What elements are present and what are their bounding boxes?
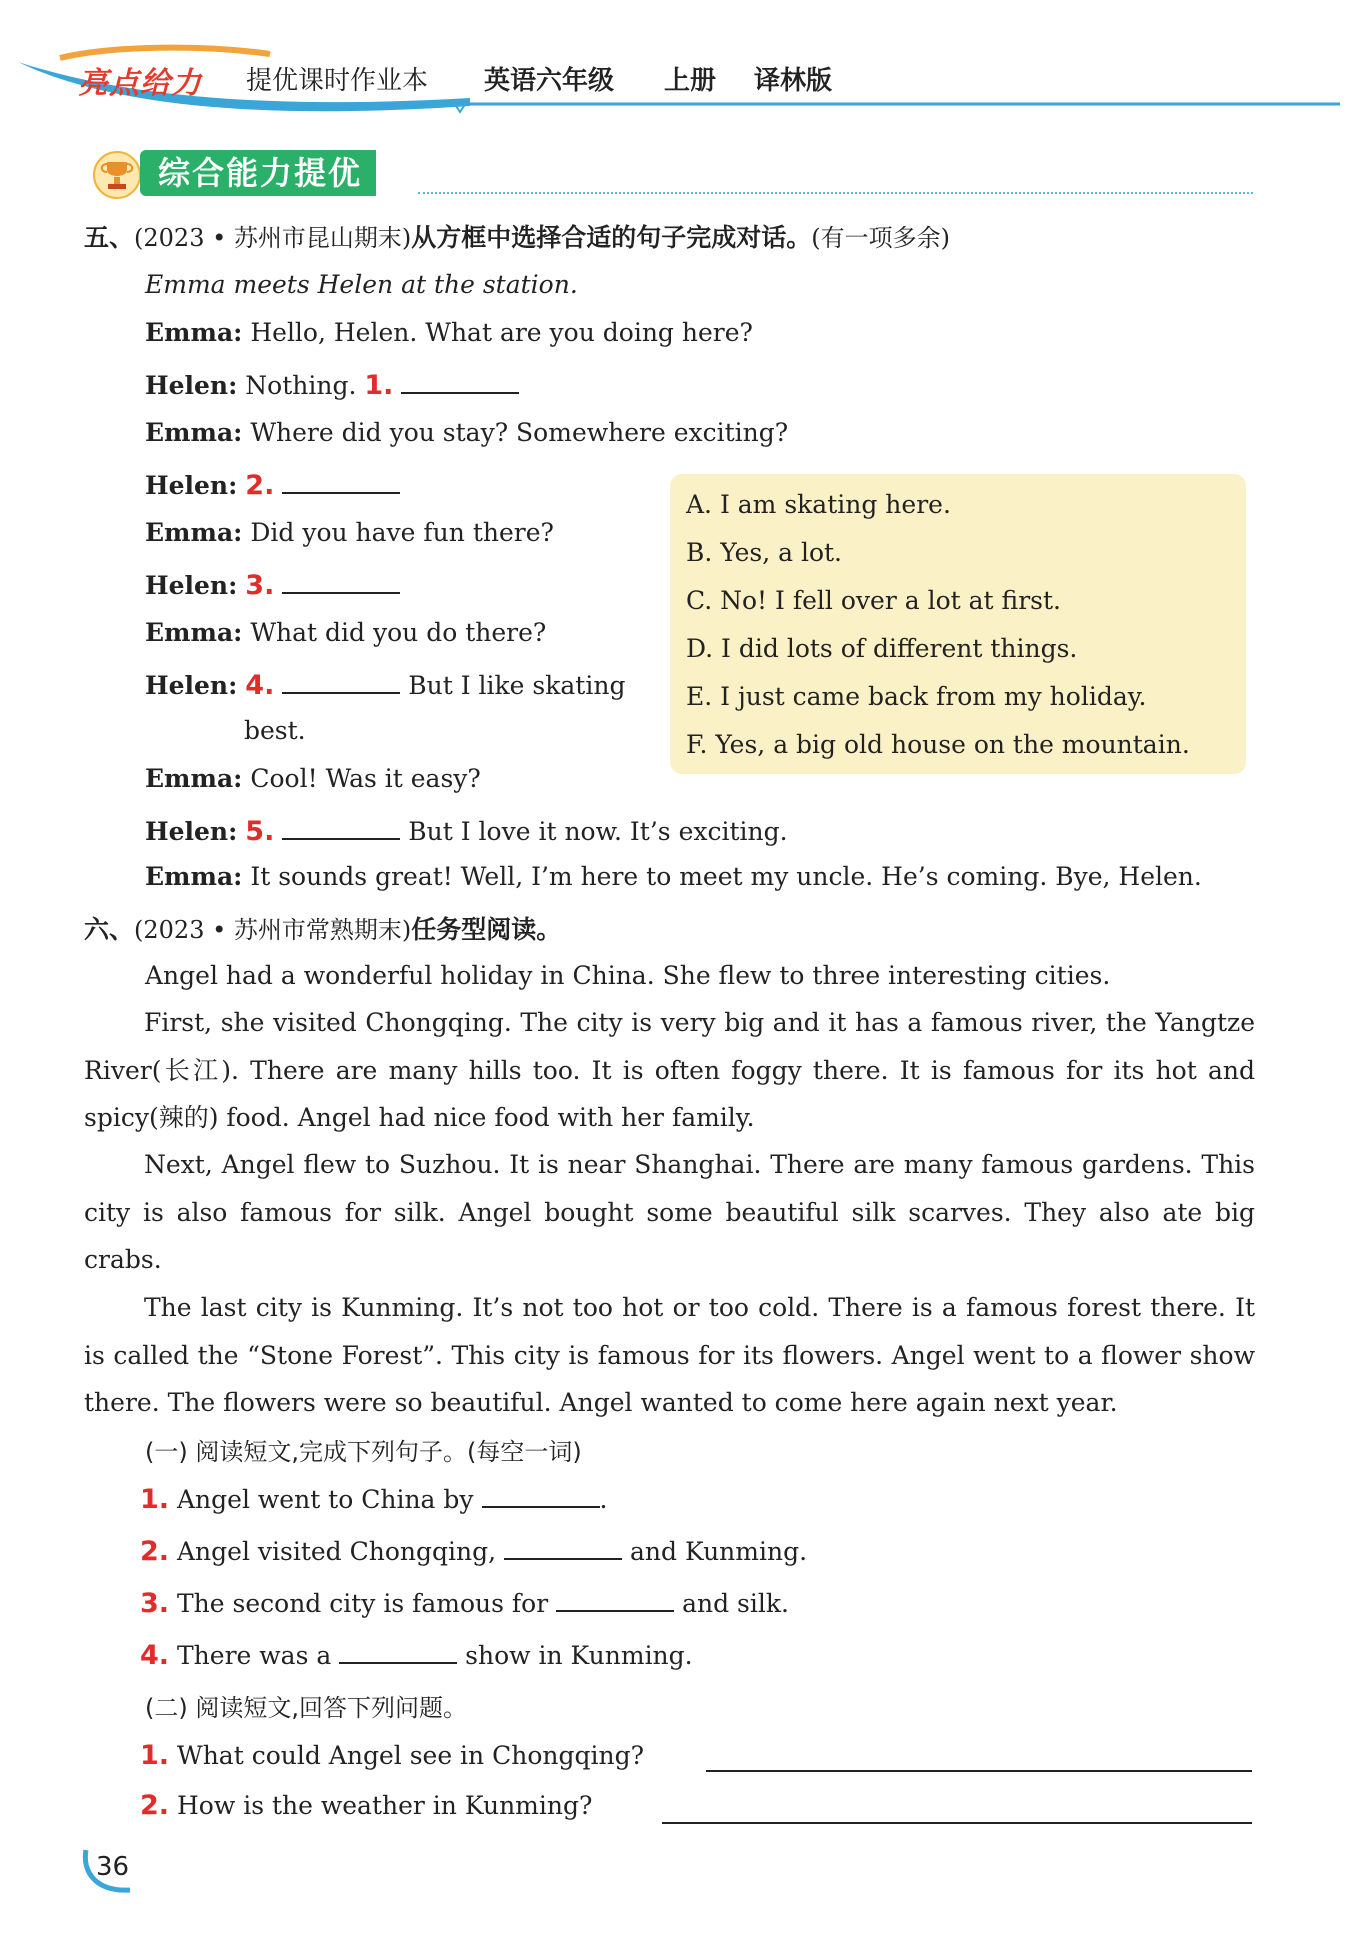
dialog-line: Helen: 5. But I love it now. It’s exciting.	[145, 816, 788, 847]
answer-blank[interactable]	[556, 1586, 674, 1612]
answer-blank[interactable]	[482, 1482, 600, 1508]
question-item: 2. How is the weather in Kunming?	[140, 1790, 593, 1821]
header-brand: 亮点给力	[78, 66, 202, 101]
dialog-line: Emma: What did you do there?	[145, 618, 547, 647]
fill-item: 4. There was a show in Kunming.	[140, 1640, 693, 1671]
option-e: E. I just came back from my holiday.	[686, 682, 1147, 711]
section-title: 综合能力提优	[140, 150, 376, 196]
option-f: F. Yes, a big old house on the mountain.	[686, 730, 1190, 759]
q5-instruction: 从方框中选择合适的句子完成对话。	[411, 223, 812, 252]
q5-number: 五、	[84, 223, 135, 252]
option-d: D. I did lots of different things.	[686, 634, 1078, 663]
passage-paragraph: Angel had a wonderful holiday in China. She flew to three interesting cities.	[145, 961, 1111, 990]
header-edition: 译林版	[754, 66, 833, 96]
dialog-line: Emma: Hello, Helen. What are you doing here?	[145, 318, 753, 347]
dialog-line: Emma: Cool! Was it easy?	[145, 764, 481, 793]
answer-blank[interactable]	[282, 668, 400, 694]
answer-blank[interactable]	[282, 568, 400, 594]
q5-note: (有一项多余)	[811, 224, 950, 252]
header-term: 上册	[664, 66, 717, 96]
q6-title: 任务型阅读。	[411, 915, 562, 944]
passage-paragraph: Next, Angel flew to Suzhou. It is near Shanghai. There are many famous gardens. This city is also famous for silk. Angel bought some beautiful silk scarves. They also ate big crabs.	[84, 1150, 1255, 1274]
part2-title: (二) 阅读短文,回答下列问题。	[145, 1694, 467, 1722]
dialog-line: Helen: 4. But I like skating	[145, 670, 626, 701]
dialog-line: Helen: Nothing. 1.	[145, 368, 519, 401]
trophy-icon	[90, 150, 144, 200]
fill-item: 1. Angel went to China by .	[140, 1484, 608, 1515]
q6-source: (2023 • 苏州市常熟期末)	[134, 916, 412, 944]
fill-item: 3. The second city is famous for and silk.	[140, 1588, 789, 1619]
q5-scene: Emma meets Helen at the station.	[145, 270, 578, 299]
dialog-line: Emma: Did you have fun there?	[145, 518, 554, 547]
header-book: 英语六年级	[484, 66, 615, 96]
answer-blank[interactable]	[339, 1638, 457, 1664]
passage-paragraph: First, she visited Chongqing. The city is very big and it has a famous river, the Yangtze River(长江). There are many hills too. It is often foggy there. It is famous for its hot and spicy(辣的) food. Angel had nice food with her family.	[84, 1008, 1255, 1132]
dialog-line: Helen: 3.	[145, 568, 400, 601]
question-item: 1. What could Angel see in Chongqing?	[140, 1740, 644, 1771]
answer-blank[interactable]	[504, 1534, 622, 1560]
part1-title: (一) 阅读短文,完成下列句子。(每空一词)	[145, 1438, 582, 1466]
dialog-line: Emma: Where did you stay? Somewhere exciting?	[145, 418, 789, 447]
answer-blank[interactable]	[282, 468, 400, 494]
answer-line[interactable]	[706, 1770, 1252, 1772]
option-b: B. Yes, a lot.	[686, 538, 843, 567]
dialog-line: Emma: It sounds great! Well, I’m here to meet my uncle. He’s coming. Bye, Helen.	[145, 862, 1202, 891]
fill-item: 2. Angel visited Chongqing, and Kunming.	[140, 1536, 808, 1567]
passage-paragraph: The last city is Kunming. It’s not too hot or too cold. There is a famous forest there. It is called the “Stone Forest”. This city is famous for its flowers. Angel went to a flower show there. The flowers were so beautiful. Angel wanted to come here again next year.	[84, 1293, 1255, 1417]
options-box	[670, 474, 1246, 774]
option-a: A. I am skating here.	[686, 490, 951, 519]
dialog-line: Helen: 2.	[145, 468, 400, 501]
page-number: 36	[96, 1852, 130, 1882]
header-subtitle: 提优课时作业本	[246, 66, 429, 96]
dialog-line-continued: best.	[244, 716, 306, 745]
q6-header	[84, 910, 561, 946]
section-divider	[418, 192, 1253, 194]
option-c: C. No! I fell over a lot at first.	[686, 586, 1061, 615]
q6-number: 六、	[84, 915, 135, 944]
answer-line[interactable]	[662, 1822, 1252, 1824]
answer-blank[interactable]	[282, 814, 400, 840]
q5-source: (2023 • 苏州市昆山期末)	[134, 224, 412, 252]
q5-header	[84, 218, 950, 254]
answer-blank[interactable]	[401, 368, 519, 394]
